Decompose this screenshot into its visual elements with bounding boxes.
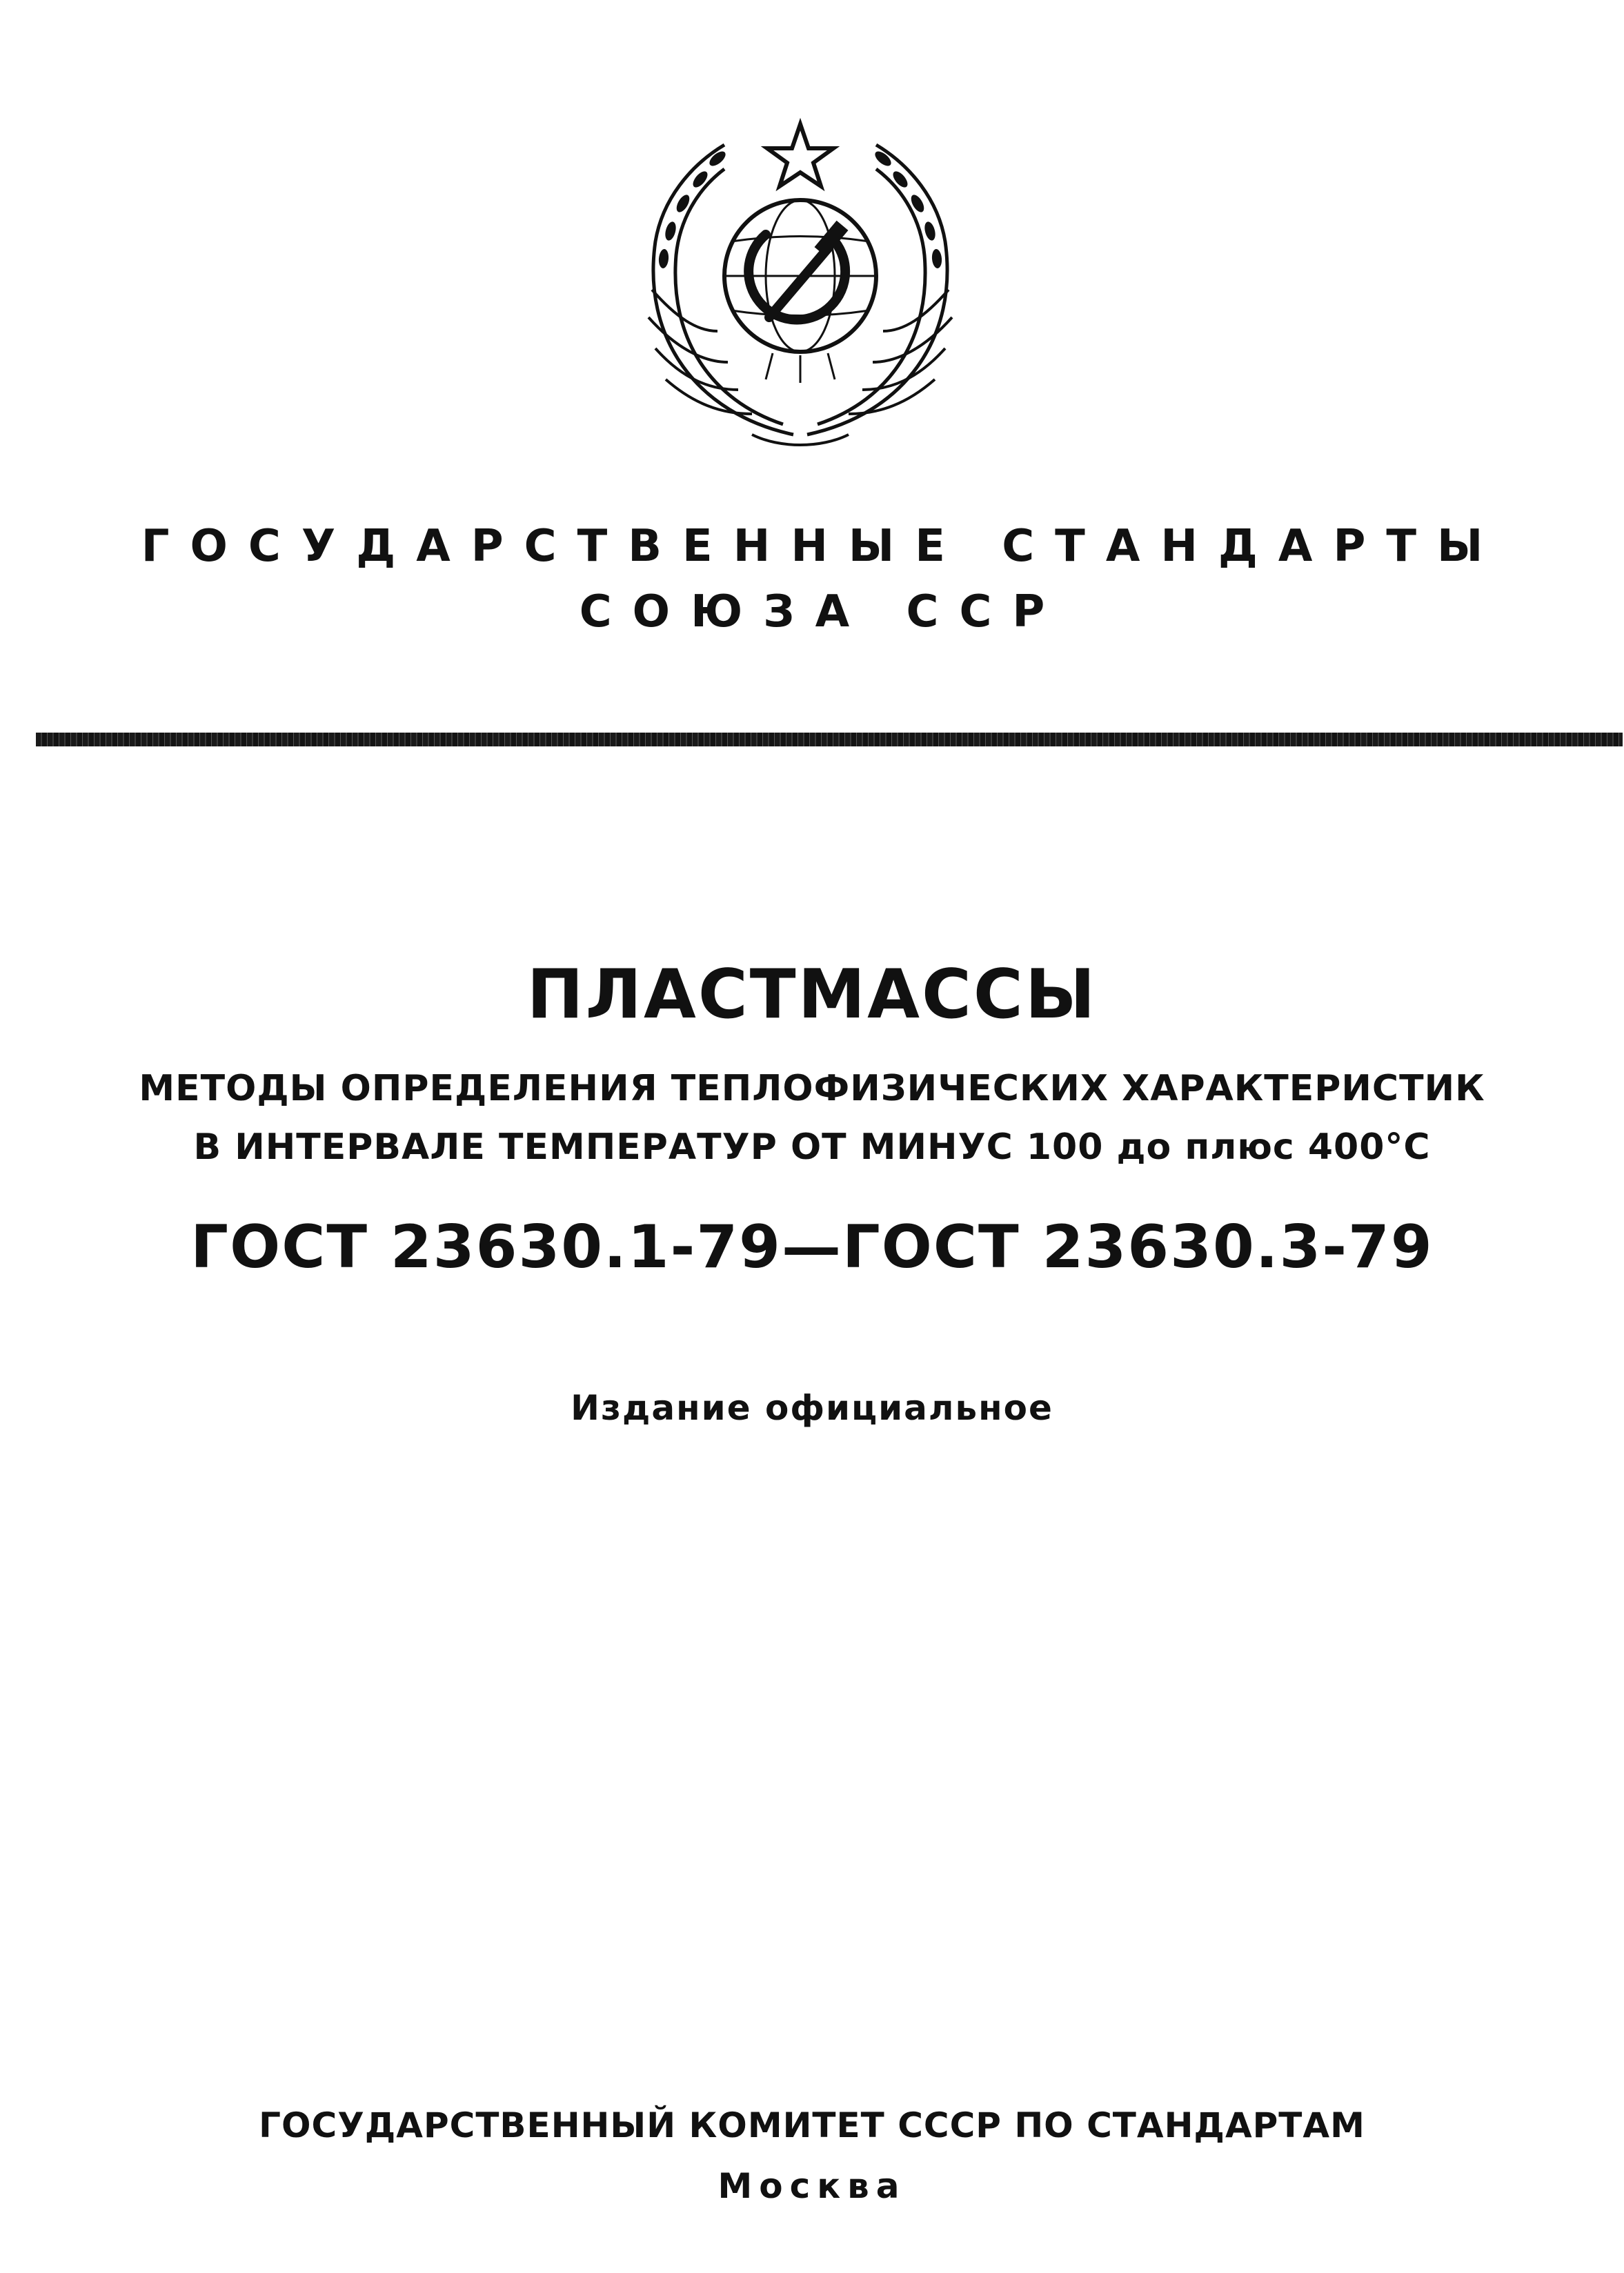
document-title: ПЛАСТМАССЫ xyxy=(526,955,1098,1034)
ussr-state-emblem-icon xyxy=(614,110,987,469)
horizontal-rule xyxy=(36,733,1623,746)
publisher-city: Москва xyxy=(717,2166,907,2206)
series-title-line-2: СОЮЗА ССР xyxy=(579,586,1066,637)
publisher-name: ГОСУДАРСТВЕННЫЙ КОМИТЕТ СССР ПО СТАНДАРТАМ xyxy=(259,2105,1365,2145)
standard-numbers: ГОСТ 23630.1-79—ГОСТ 23630.3-79 xyxy=(190,1213,1434,1282)
edition-note: Издание официальное xyxy=(571,1388,1053,1428)
document-subtitle-line-2: В ИНТЕРВАЛЕ ТЕМПЕРАТУР ОТ МИНУС 100 до плюс 400°С xyxy=(193,1126,1431,1168)
document-subtitle-line-1: МЕТОДЫ ОПРЕДЕЛЕНИЯ ТЕПЛОФИЗИЧЕСКИХ ХАРАКТЕРИСТИК xyxy=(139,1068,1485,1109)
series-title-line-1: ГОСУДАРСТВЕННЫЕ СТАНДАРТЫ xyxy=(141,521,1504,572)
